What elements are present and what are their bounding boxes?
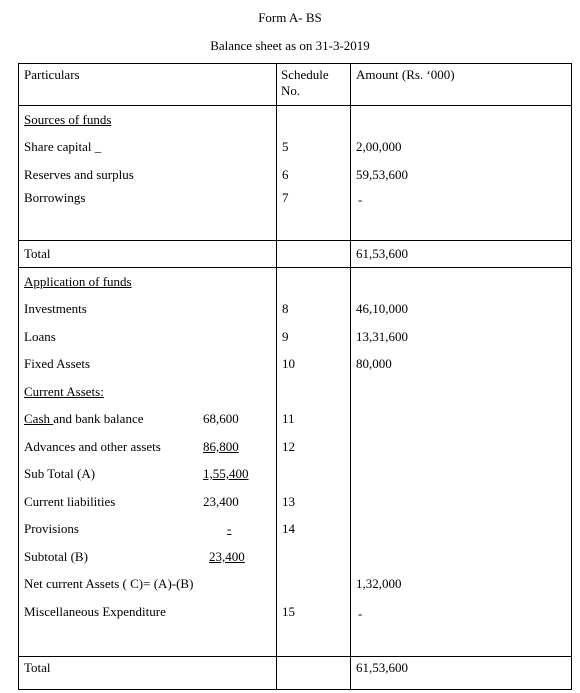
row-schedule-misc-expenditure: 15 xyxy=(282,604,295,619)
column-divider-schedule xyxy=(276,63,277,690)
row-label-loans: Loans xyxy=(24,329,56,344)
row-sub-advances: 86,800 xyxy=(203,439,239,454)
row-amount-fixed-assets: 80,000 xyxy=(356,356,392,371)
row-schedule-reserves: 6 xyxy=(282,167,289,182)
row-label-reserves: Reserves and surplus xyxy=(24,167,134,182)
column-header-schedule-no: No. xyxy=(281,83,301,98)
row-schedule-provisions: 14 xyxy=(282,521,295,536)
row-label-advances: Advances and other assets xyxy=(24,439,161,454)
row-label-investments: Investments xyxy=(24,301,87,316)
application-heading: Application of funds xyxy=(24,274,132,289)
cash-label-rest: and bank balance xyxy=(53,411,144,426)
total-label: Total xyxy=(24,246,51,261)
row-divider-final-total xyxy=(18,656,572,657)
final-total-amount: 61,53,600 xyxy=(356,660,408,675)
column-header-schedule: Schedule xyxy=(281,67,329,82)
row-sub-provisions: - xyxy=(227,521,232,536)
row-schedule-investments: 8 xyxy=(282,301,289,316)
row-amount-share-capital: 2,00,000 xyxy=(356,139,402,154)
page-title: Balance sheet as on 31-3-2019 xyxy=(210,38,370,53)
row-amount-misc-expenditure: - xyxy=(358,606,363,621)
row-divider-total-bottom xyxy=(18,267,572,268)
current-assets-heading: Current Assets: xyxy=(24,384,104,399)
table-bottom-border xyxy=(18,689,572,690)
row-label-net-current-assets: Net current Assets ( C)= (A)-(B) xyxy=(24,576,194,591)
row-label-borrowings: Borrowings xyxy=(24,190,86,205)
row-schedule-cash: 11 xyxy=(282,411,295,426)
final-total-label: Total xyxy=(24,660,51,675)
row-label-provisions: Provisions xyxy=(24,521,79,536)
column-header-amount: Amount (Rs. ‘000) xyxy=(356,67,455,82)
row-amount-investments: 46,10,000 xyxy=(356,301,408,316)
row-label-misc-expenditure: Miscellaneous Expenditure xyxy=(24,604,166,619)
row-amount-reserves: 59,53,600 xyxy=(356,167,408,182)
row-label-subtotal-a: Sub Total (A) xyxy=(24,466,96,481)
cash-label-underlined: Cash xyxy=(24,411,54,426)
row-value-subtotal-b: 23,400 xyxy=(209,549,245,564)
total-amount: 61,53,600 xyxy=(356,246,408,261)
row-label-cash xyxy=(24,411,143,427)
row-schedule-advances: 12 xyxy=(282,439,295,454)
sources-heading: Sources of funds xyxy=(24,112,112,127)
row-label-subtotal-b: Subtotal (B) xyxy=(24,549,88,564)
row-schedule-loans: 9 xyxy=(282,329,289,344)
row-sub-current-liabilities: 23,400 xyxy=(203,494,239,509)
row-label-fixed-assets: Fixed Assets xyxy=(24,356,91,371)
column-divider-amount xyxy=(350,63,351,690)
row-schedule-current-liabilities: 13 xyxy=(282,494,295,509)
row-value-subtotal-a: 1,55,400 xyxy=(203,466,249,481)
row-schedule-borrowings: 7 xyxy=(282,190,289,205)
row-sub-cash: 68,600 xyxy=(203,411,239,426)
table-top-border xyxy=(18,63,572,64)
row-amount-borrowings: - xyxy=(358,192,363,207)
row-divider-total-top xyxy=(18,240,572,241)
row-schedule-fixed-assets: 10 xyxy=(282,356,295,371)
table-right-border xyxy=(571,63,572,690)
table-left-border xyxy=(18,63,19,690)
row-schedule-share-capital: 5 xyxy=(282,139,289,154)
form-title: Form A- BS xyxy=(258,10,322,25)
row-label-current-liabilities: Current liabilities xyxy=(24,494,116,509)
row-label-share-capital: Share capital _ xyxy=(24,139,102,154)
column-header-particulars: Particulars xyxy=(24,67,80,82)
row-amount-loans: 13,31,600 xyxy=(356,329,408,344)
row-divider-header xyxy=(18,105,572,106)
row-amount-net-current-assets: 1,32,000 xyxy=(356,576,402,591)
